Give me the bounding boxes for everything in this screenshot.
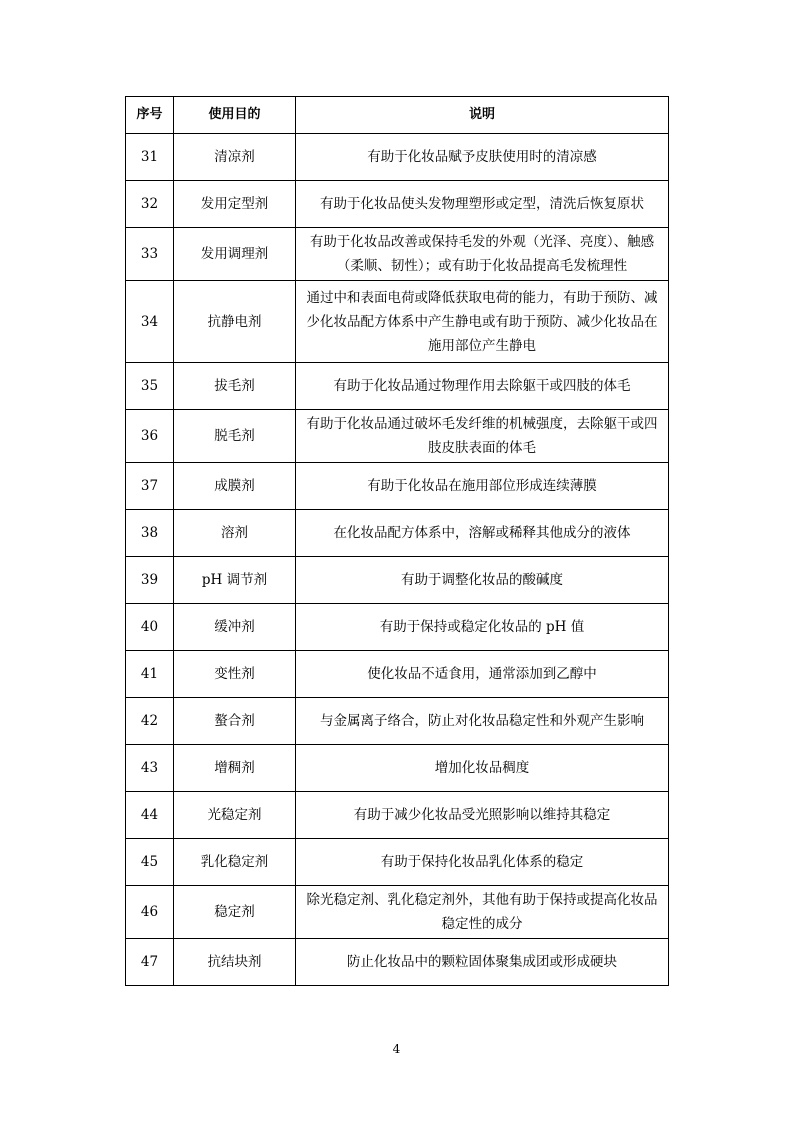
table-row bbox=[126, 604, 669, 651]
row-no: 32 bbox=[126, 181, 174, 228]
row-no: 36 bbox=[126, 410, 174, 463]
row-no: 44 bbox=[126, 792, 174, 839]
row-description: 有助于保持化妆品乳化体系的稳定 bbox=[296, 839, 669, 886]
row-no: 34 bbox=[126, 281, 174, 363]
row-no: 40 bbox=[126, 604, 174, 651]
row-description: 有助于减少化妆品受光照影响以维持其稳定 bbox=[296, 792, 669, 839]
row-purpose: 清凉剂 bbox=[174, 134, 296, 181]
table-row bbox=[126, 510, 669, 557]
header-purpose: 使用目的 bbox=[174, 97, 296, 134]
table-row bbox=[126, 463, 669, 510]
page-number: 4 bbox=[392, 1042, 401, 1056]
row-description: 增加化妆品稠度 bbox=[296, 745, 669, 792]
row-purpose: 溶剂 bbox=[174, 510, 296, 557]
row-no: 41 bbox=[126, 651, 174, 698]
row-description: 有助于化妆品赋予皮肤使用时的清凉感 bbox=[296, 134, 669, 181]
table-row bbox=[126, 886, 669, 939]
row-purpose: 缓冲剂 bbox=[174, 604, 296, 651]
table-row bbox=[126, 745, 669, 792]
table-row bbox=[126, 939, 669, 986]
row-no: 31 bbox=[126, 134, 174, 181]
row-description: 有助于化妆品通过物理作用去除躯干或四肢的体毛 bbox=[296, 363, 669, 410]
row-purpose: 拔毛剂 bbox=[174, 363, 296, 410]
table-row bbox=[126, 363, 669, 410]
row-description: 除光稳定剂、乳化稳定剂外，其他有助于保持或提高化妆品稳定性的成分 bbox=[296, 886, 669, 939]
row-no: 33 bbox=[126, 228, 174, 281]
row-purpose: 螯合剂 bbox=[174, 698, 296, 745]
row-purpose: pH 调节剂 bbox=[174, 557, 296, 604]
row-no: 46 bbox=[126, 886, 174, 939]
row-no: 47 bbox=[126, 939, 174, 986]
row-purpose: 成膜剂 bbox=[174, 463, 296, 510]
row-purpose: 发用调理剂 bbox=[174, 228, 296, 281]
row-description: 与金属离子络合，防止对化妆品稳定性和外观产生影响 bbox=[296, 698, 669, 745]
row-description: 有助于化妆品改善或保持毛发的外观（光泽、亮度）、触感（柔顺、韧性）；或有助于化妆品提高毛发梳理性 bbox=[296, 228, 669, 281]
table-row bbox=[126, 410, 669, 463]
row-purpose: 增稠剂 bbox=[174, 745, 296, 792]
row-description: 有助于化妆品使头发物理塑形或定型，清洗后恢复原状 bbox=[296, 181, 669, 228]
header-description: 说明 bbox=[296, 97, 669, 134]
row-description: 有助于化妆品在施用部位形成连续薄膜 bbox=[296, 463, 669, 510]
row-purpose: 抗静电剂 bbox=[174, 281, 296, 363]
row-purpose: 变性剂 bbox=[174, 651, 296, 698]
row-no: 43 bbox=[126, 745, 174, 792]
table-row bbox=[126, 557, 669, 604]
table-row bbox=[126, 839, 669, 886]
row-purpose: 乳化稳定剂 bbox=[174, 839, 296, 886]
row-no: 35 bbox=[126, 363, 174, 410]
row-purpose: 脱毛剂 bbox=[174, 410, 296, 463]
table-row bbox=[126, 281, 669, 363]
table-row bbox=[126, 792, 669, 839]
ingredient-purpose-table bbox=[125, 96, 669, 986]
row-description: 有助于保持或稳定化妆品的 pH 值 bbox=[296, 604, 669, 651]
row-description: 有助于调整化妆品的酸碱度 bbox=[296, 557, 669, 604]
row-description: 有助于化妆品通过破坏毛发纤维的机械强度，去除躯干或四肢皮肤表面的体毛 bbox=[296, 410, 669, 463]
row-purpose: 发用定型剂 bbox=[174, 181, 296, 228]
table-row bbox=[126, 698, 669, 745]
table-row bbox=[126, 134, 669, 181]
row-purpose: 稳定剂 bbox=[174, 886, 296, 939]
row-no: 45 bbox=[126, 839, 174, 886]
row-no: 38 bbox=[126, 510, 174, 557]
row-description: 在化妆品配方体系中，溶解或稀释其他成分的液体 bbox=[296, 510, 669, 557]
row-no: 39 bbox=[126, 557, 174, 604]
row-description: 防止化妆品中的颗粒固体聚集成团或形成硬块 bbox=[296, 939, 669, 986]
table-row bbox=[126, 181, 669, 228]
table-header-row bbox=[126, 97, 669, 134]
row-no: 42 bbox=[126, 698, 174, 745]
header-no: 序号 bbox=[126, 97, 174, 134]
table-row bbox=[126, 651, 669, 698]
row-purpose: 光稳定剂 bbox=[174, 792, 296, 839]
row-description: 通过中和表面电荷或降低获取电荷的能力，有助于预防、减少化妆品配方体系中产生静电或有助于预防、减少化妆品在施用部位产生静电 bbox=[296, 281, 669, 363]
table-row bbox=[126, 228, 669, 281]
row-description: 使化妆品不适食用，通常添加到乙醇中 bbox=[296, 651, 669, 698]
row-no: 37 bbox=[126, 463, 174, 510]
row-purpose: 抗结块剂 bbox=[174, 939, 296, 986]
